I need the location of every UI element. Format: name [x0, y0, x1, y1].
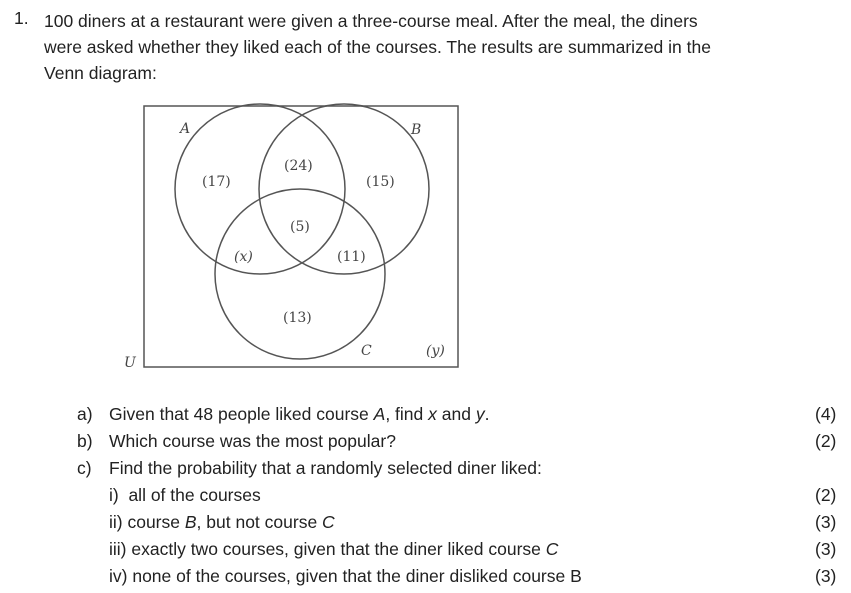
region-abc: (5)	[290, 219, 310, 235]
universal-set-box	[144, 106, 458, 367]
label-c: C	[361, 343, 372, 359]
part-a-marks: (4)	[815, 404, 837, 424]
subpart-iv-marks: (3)	[815, 566, 837, 586]
intro-line-2: were asked whether they liked each of the courses. The results are summarized in the	[44, 37, 711, 57]
region-ab-only: (24)	[284, 158, 313, 174]
subpart-iii-text: iii) exactly two courses, given that the diner liked course C	[109, 539, 559, 559]
region-outside: (y)	[426, 343, 445, 359]
part-b-text: Which course was the most popular?	[109, 431, 396, 451]
region-b-only: (15)	[366, 174, 395, 190]
venn-diagram	[115, 97, 475, 382]
intro-line-3: Venn diagram:	[44, 63, 157, 83]
part-a-text: Given that 48 people liked course A, find x and y.	[109, 404, 490, 424]
subpart-i-text: i) all of the courses	[109, 485, 261, 505]
subpart-ii-marks: (3)	[815, 512, 837, 532]
region-ac-only: (x)	[234, 249, 253, 265]
region-c-only: (13)	[283, 310, 312, 326]
part-b-letter: b)	[77, 431, 93, 451]
region-a-only: (17)	[202, 174, 231, 190]
label-b: B	[411, 122, 422, 138]
label-a: A	[180, 121, 191, 137]
subpart-iii-marks: (3)	[815, 539, 837, 559]
question-number: 1.	[14, 8, 29, 28]
label-u: U	[124, 355, 136, 371]
subpart-iv-text: iv) none of the courses, given that the diner disliked course B	[109, 566, 582, 586]
part-b-marks: (2)	[815, 431, 837, 451]
part-c-letter: c)	[77, 458, 92, 478]
region-bc-only: (11)	[337, 249, 366, 265]
intro-line-1: 100 diners at a restaurant were given a three-course meal. After the meal, the diners	[44, 11, 698, 31]
circle-a	[175, 104, 345, 274]
subpart-i-marks: (2)	[815, 485, 837, 505]
part-c-text: Find the probability that a randomly selected diner liked:	[109, 458, 542, 478]
part-a-letter: a)	[77, 404, 93, 424]
question-intro	[44, 8, 844, 86]
subpart-ii-text: ii) course B, but not course C	[109, 512, 335, 532]
circle-c	[215, 189, 385, 359]
